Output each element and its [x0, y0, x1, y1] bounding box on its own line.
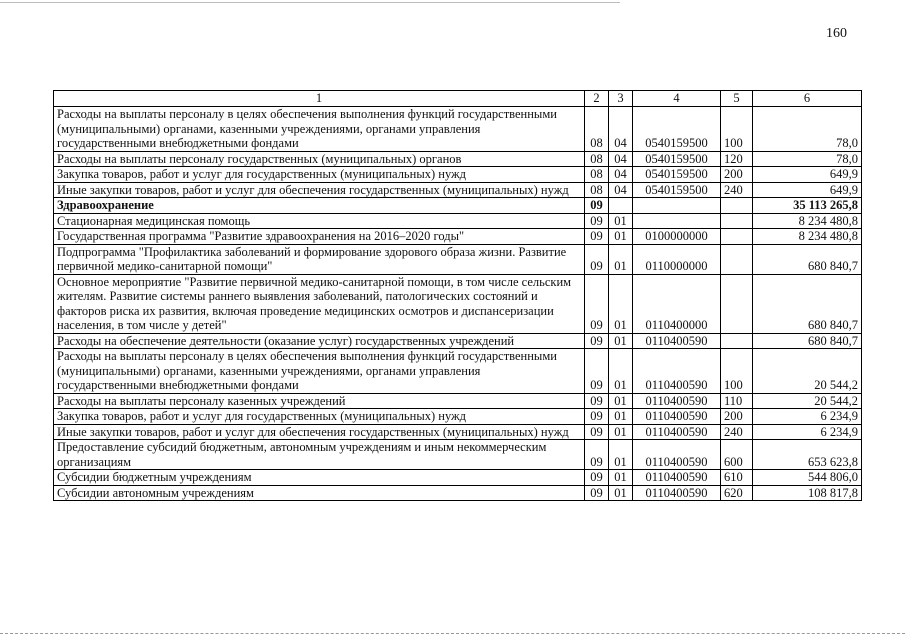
- table-row: [54, 244, 862, 274]
- table-row: [54, 213, 862, 229]
- cell-name: Стационарная медицинская помощь: [54, 213, 585, 229]
- header-col-name: 1: [54, 91, 585, 107]
- cell-target-article: 0110400590: [633, 485, 721, 501]
- cell-name: Субсидии бюджетным учреждениям: [54, 470, 585, 486]
- cell-subsection: 01: [609, 333, 633, 349]
- scan-edge-bottom: [0, 633, 905, 634]
- cell-subsection: 01: [609, 409, 633, 425]
- cell-expense-type: 200: [721, 167, 753, 183]
- table-row: [54, 274, 862, 333]
- cell-name: Субсидии автономным учреждениям: [54, 485, 585, 501]
- header-col-section: 2: [585, 91, 609, 107]
- cell-name: Закупка товаров, работ и услуг для государственных (муниципальных) нужд: [54, 167, 585, 183]
- cell-target-article: [633, 198, 721, 214]
- cell-expense-type: 600: [721, 440, 753, 470]
- cell-amount: 8 234 480,8: [753, 213, 862, 229]
- cell-section: 09: [585, 440, 609, 470]
- cell-target-article: 0110400590: [633, 333, 721, 349]
- cell-name: Расходы на выплаты персоналу в целях обеспечения выполнения функций государственными (муниципальными) органами, казенными учреждениями, органами управления государственными внебюджетными фондами: [54, 349, 585, 394]
- cell-section: 09: [585, 409, 609, 425]
- cell-subsection: 01: [609, 349, 633, 394]
- table-row: [54, 409, 862, 425]
- cell-amount: 680 840,7: [753, 274, 862, 333]
- cell-expense-type: [721, 213, 753, 229]
- cell-subsection: 01: [609, 470, 633, 486]
- cell-amount: 78,0: [753, 151, 862, 167]
- cell-expense-type: [721, 274, 753, 333]
- table-row: [54, 470, 862, 486]
- cell-name: Закупка товаров, работ и услуг для государственных (муниципальных) нужд: [54, 409, 585, 425]
- page-number: 160: [826, 26, 847, 41]
- table-row: [54, 198, 862, 214]
- cell-target-article: 0110400590: [633, 440, 721, 470]
- cell-subsection: 04: [609, 182, 633, 198]
- cell-expense-type: 120: [721, 151, 753, 167]
- cell-section: 09: [585, 229, 609, 245]
- cell-subsection: 01: [609, 229, 633, 245]
- cell-target-article: 0540159500: [633, 107, 721, 152]
- header-col-amount: 6: [753, 91, 862, 107]
- cell-target-article: 0110400590: [633, 424, 721, 440]
- table-row: [54, 349, 862, 394]
- cell-section: 09: [585, 485, 609, 501]
- cell-name: Подпрограмма "Профилактика заболеваний и формирование здорового образа жизни. Развитие первичной медико-санитарной помощи": [54, 244, 585, 274]
- cell-subsection: 01: [609, 274, 633, 333]
- cell-name: Предоставление субсидий бюджетным, автономным учреждениям и иным некоммерческим организациям: [54, 440, 585, 470]
- cell-amount: 680 840,7: [753, 333, 862, 349]
- table-row: [54, 393, 862, 409]
- cell-target-article: 0110400590: [633, 393, 721, 409]
- cell-subsection: 01: [609, 424, 633, 440]
- cell-target-article: 0540159500: [633, 151, 721, 167]
- cell-expense-type: 620: [721, 485, 753, 501]
- cell-section: 09: [585, 213, 609, 229]
- cell-name: Расходы на обеспечение деятельности (оказание услуг) государственных учреждений: [54, 333, 585, 349]
- scan-edge-top: [0, 2, 620, 3]
- cell-name: Расходы на выплаты персоналу в целях обеспечения выполнения функций государственными (муниципальными) органами, казенными учреждениями, органами управления государственными внебюджетными фондами: [54, 107, 585, 152]
- cell-expense-type: [721, 244, 753, 274]
- table-row: [54, 440, 862, 470]
- cell-section: 08: [585, 151, 609, 167]
- cell-section: 09: [585, 244, 609, 274]
- cell-name: Основное мероприятие "Развитие первичной медико-санитарной помощи, в том числе сельским жителям. Развитие системы раннего выявления заболеваний, патологических состояний и факторов риска их развития, включая проведение медицинских осмотров и диспансеризации населения, в том числе у детей": [54, 274, 585, 333]
- cell-amount: 6 234,9: [753, 409, 862, 425]
- cell-target-article: 0540159500: [633, 182, 721, 198]
- cell-section: 09: [585, 349, 609, 394]
- table-row: [54, 151, 862, 167]
- cell-section: 09: [585, 424, 609, 440]
- table-row: [54, 167, 862, 183]
- cell-amount: 649,9: [753, 167, 862, 183]
- cell-amount: 6 234,9: [753, 424, 862, 440]
- cell-subsection: 01: [609, 213, 633, 229]
- cell-amount: 20 544,2: [753, 349, 862, 394]
- cell-section: 08: [585, 107, 609, 152]
- cell-section: 08: [585, 182, 609, 198]
- header-col-target-article: 4: [633, 91, 721, 107]
- cell-section: 09: [585, 198, 609, 214]
- cell-section: 09: [585, 470, 609, 486]
- cell-target-article: 0110400590: [633, 470, 721, 486]
- table-row: [54, 424, 862, 440]
- cell-subsection: 01: [609, 393, 633, 409]
- cell-expense-type: 200: [721, 409, 753, 425]
- cell-section: 09: [585, 274, 609, 333]
- cell-target-article: 0540159500: [633, 167, 721, 183]
- cell-subsection: 01: [609, 244, 633, 274]
- cell-target-article: 0110400590: [633, 409, 721, 425]
- cell-amount: 544 806,0: [753, 470, 862, 486]
- table-row: [54, 182, 862, 198]
- cell-subsection: 01: [609, 485, 633, 501]
- cell-expense-type: 100: [721, 107, 753, 152]
- cell-expense-type: 110: [721, 393, 753, 409]
- cell-name: Государственная программа "Развитие здравоохранения на 2016–2020 годы": [54, 229, 585, 245]
- cell-name: Расходы на выплаты персоналу казенных учреждений: [54, 393, 585, 409]
- table-row: [54, 229, 862, 245]
- cell-subsection: 01: [609, 440, 633, 470]
- cell-amount: 8 234 480,8: [753, 229, 862, 245]
- cell-amount: 680 840,7: [753, 244, 862, 274]
- cell-section: 09: [585, 333, 609, 349]
- cell-name: Иные закупки товаров, работ и услуг для обеспечения государственных (муниципальных) нужд: [54, 424, 585, 440]
- header-row: [54, 91, 862, 107]
- cell-target-article: [633, 213, 721, 229]
- cell-name: Иные закупки товаров, работ и услуг для обеспечения государственных (муниципальных) нужд: [54, 182, 585, 198]
- cell-amount: 653 623,8: [753, 440, 862, 470]
- cell-expense-type: [721, 333, 753, 349]
- cell-target-article: 0110400000: [633, 274, 721, 333]
- cell-amount: 108 817,8: [753, 485, 862, 501]
- cell-amount: 78,0: [753, 107, 862, 152]
- cell-subsection: 04: [609, 151, 633, 167]
- cell-name: Расходы на выплаты персоналу государственных (муниципальных) органов: [54, 151, 585, 167]
- cell-expense-type: [721, 198, 753, 214]
- cell-expense-type: 610: [721, 470, 753, 486]
- table-row: [54, 333, 862, 349]
- cell-subsection: [609, 198, 633, 214]
- cell-section: 08: [585, 167, 609, 183]
- cell-target-article: 0110400590: [633, 349, 721, 394]
- cell-expense-type: [721, 229, 753, 245]
- cell-section: 09: [585, 393, 609, 409]
- cell-expense-type: 240: [721, 182, 753, 198]
- cell-amount: 20 544,2: [753, 393, 862, 409]
- cell-name: Здравоохранение: [54, 198, 585, 214]
- cell-target-article: 0110000000: [633, 244, 721, 274]
- cell-expense-type: 100: [721, 349, 753, 394]
- budget-table-container: [53, 90, 862, 501]
- cell-target-article: 0100000000: [633, 229, 721, 245]
- cell-subsection: 04: [609, 107, 633, 152]
- cell-expense-type: 240: [721, 424, 753, 440]
- cell-amount: 35 113 265,8: [753, 198, 862, 214]
- table-row: [54, 485, 862, 501]
- table-row: [54, 107, 862, 152]
- cell-amount: 649,9: [753, 182, 862, 198]
- cell-subsection: 04: [609, 167, 633, 183]
- table-body: [54, 107, 862, 501]
- budget-table: [53, 90, 862, 501]
- header-col-subsection: 3: [609, 91, 633, 107]
- header-col-expense-type: 5: [721, 91, 753, 107]
